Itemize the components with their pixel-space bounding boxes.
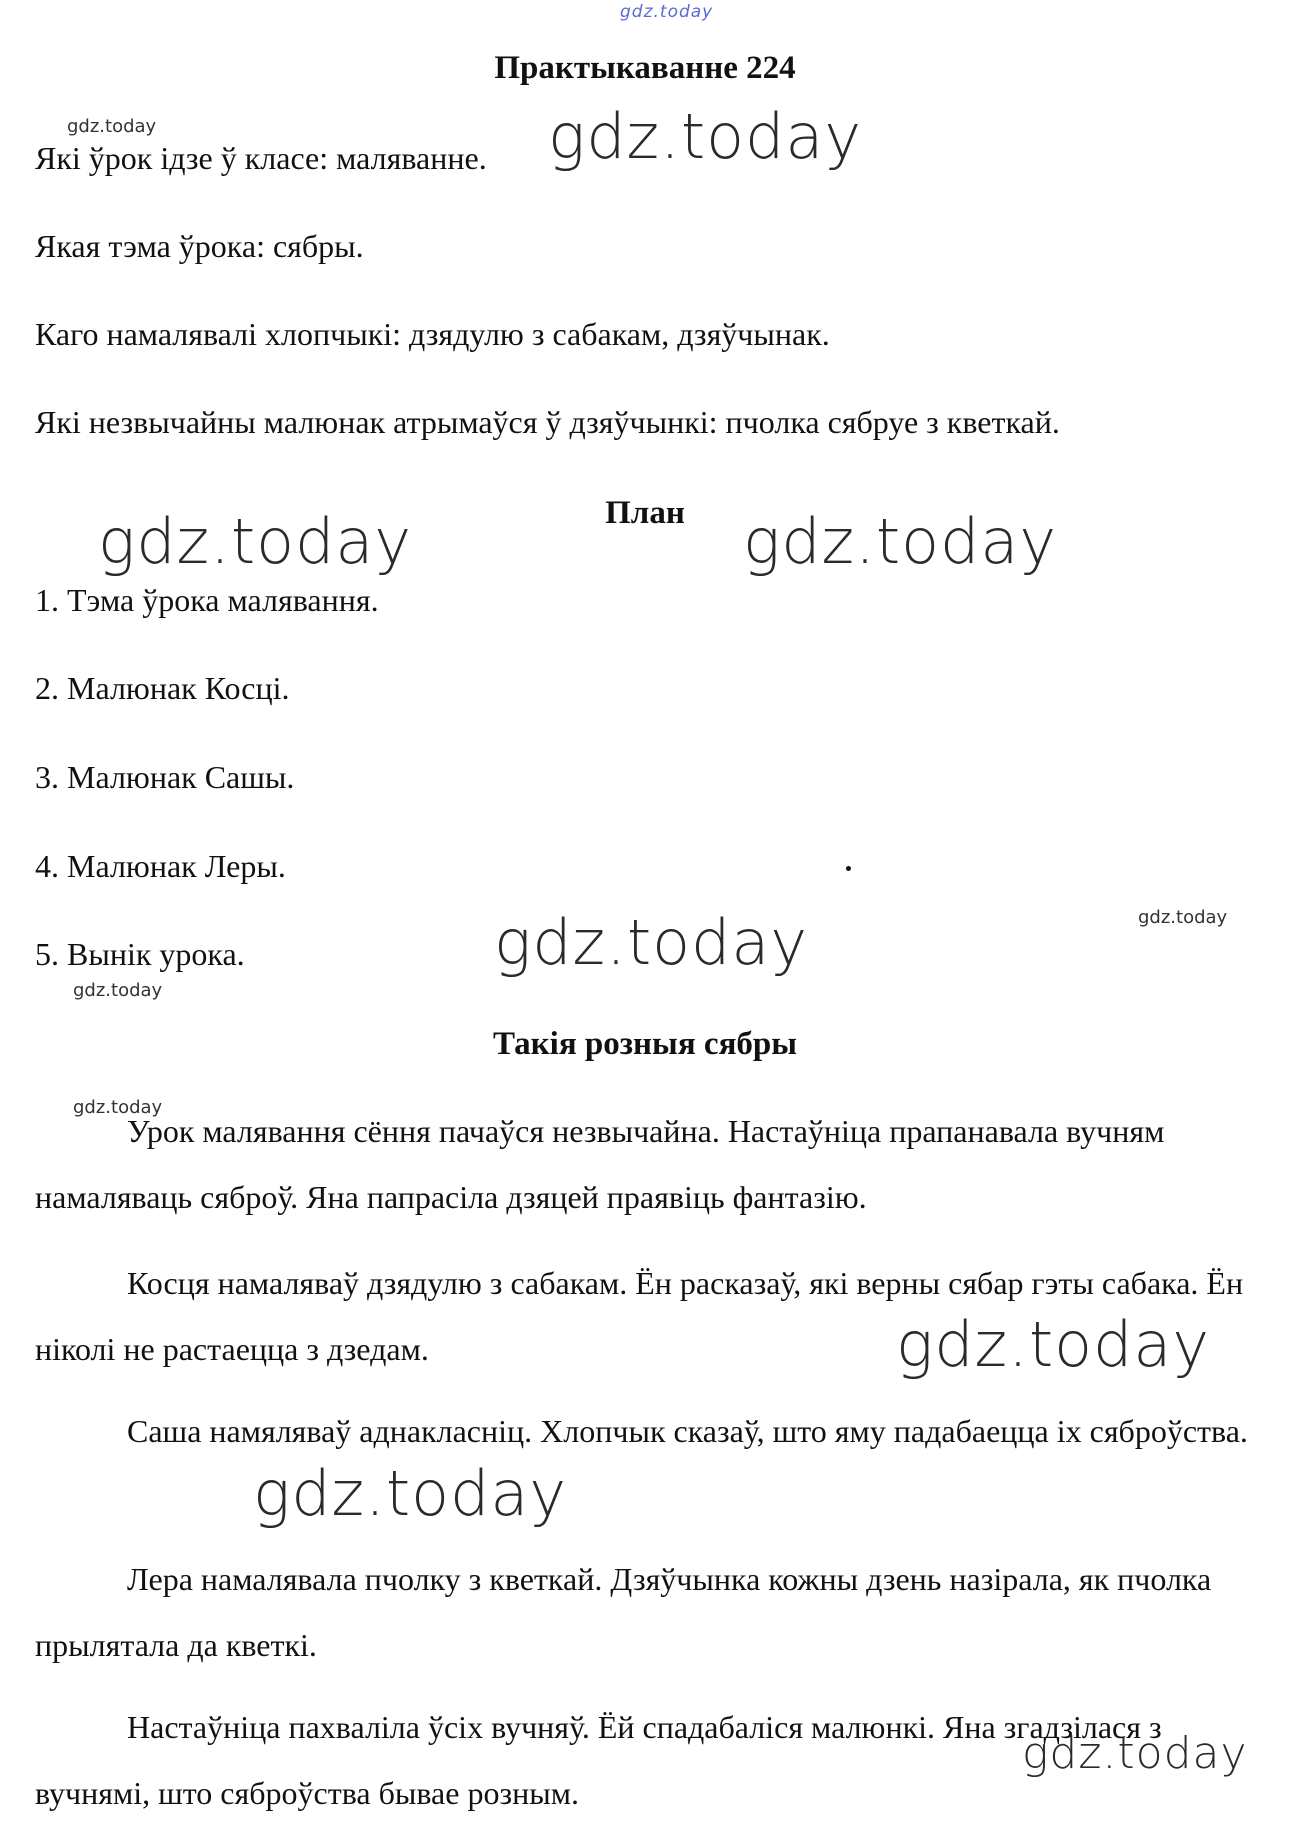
watermark-large: gdz.today [98, 505, 413, 578]
plan-item-5: 5. Вынік урока. [35, 936, 245, 972]
plan-item-1: 1. Тэма ўрока малявання. [35, 582, 379, 618]
watermark-large: gdz.today [896, 1308, 1211, 1381]
watermark-large: gdz.today [494, 906, 809, 979]
answer-line-3: Каго намалявалі хлопчыкі: дзядулю з сабакам, дзяўчынак. [35, 316, 830, 352]
watermark-small: gdz.today [1138, 907, 1228, 928]
answer-line-4: Які незвычайны малюнак атрымаўся ў дзяўчынкі: пчолка сябруе з кветкай. [35, 404, 1060, 440]
watermark-large: gdz.today [743, 505, 1058, 578]
story-paragraph-4: Лера намалявала пчолку з кветкай. Дзяўчынка кожны дзень назірала, як пчолка прылятала да кветкі. [35, 1561, 1212, 1663]
watermark-small: gdz.today [73, 1097, 163, 1118]
answer-line-2: Якая тэма ўрока: сябры. [35, 228, 364, 264]
watermark-logo-top: gdz.today [620, 2, 714, 22]
story-paragraph-2: Косця намаляваў дзядулю з сабакам. Ён расказаў, які верны сябар гэты сабака. Ён ніколі не растаецца з дзедам. [35, 1265, 1244, 1367]
stray-dot [846, 866, 851, 871]
watermark-large: gdz.today [548, 100, 863, 173]
plan-item-4: 4. Малюнак Леры. [35, 848, 286, 884]
watermark-small: gdz.today [73, 980, 163, 1001]
plan-title: План [605, 495, 685, 531]
story-paragraph-1: Урок малявання сёння пачаўся незвычайна. Настаўніца прапанавала вучням намаляваць сяброў. Яна папрасіла дзяцей праявіць фантазію. [35, 1113, 1165, 1215]
watermark-large: gdz.today [253, 1457, 568, 1530]
story-title: Такія розныя сябры [492, 1026, 798, 1062]
story-paragraph-5: Настаўніца пахваліла ўсіх вучняў. Ёй спадабаліся малюнкі. Яна згадзілася з вучнямі, што сяброўства бывае розным. [35, 1709, 1162, 1811]
answer-line-1: Які ўрок ідзе ў класе: маляванне. [35, 140, 487, 176]
plan-item-3: 3. Малюнак Сашы. [35, 759, 295, 795]
plan-item-2: 2. Малюнак Косці. [35, 670, 290, 706]
exercise-title: Практыкаванне 224 [494, 50, 796, 86]
story-paragraph-3: Саша намяляваў аднакласніц. Хлопчык сказаў, што яму падабаецца іх сяброўства. [127, 1413, 1248, 1449]
watermark-large: gdz.today [1022, 1728, 1248, 1779]
watermark-small: gdz.today [67, 116, 157, 137]
